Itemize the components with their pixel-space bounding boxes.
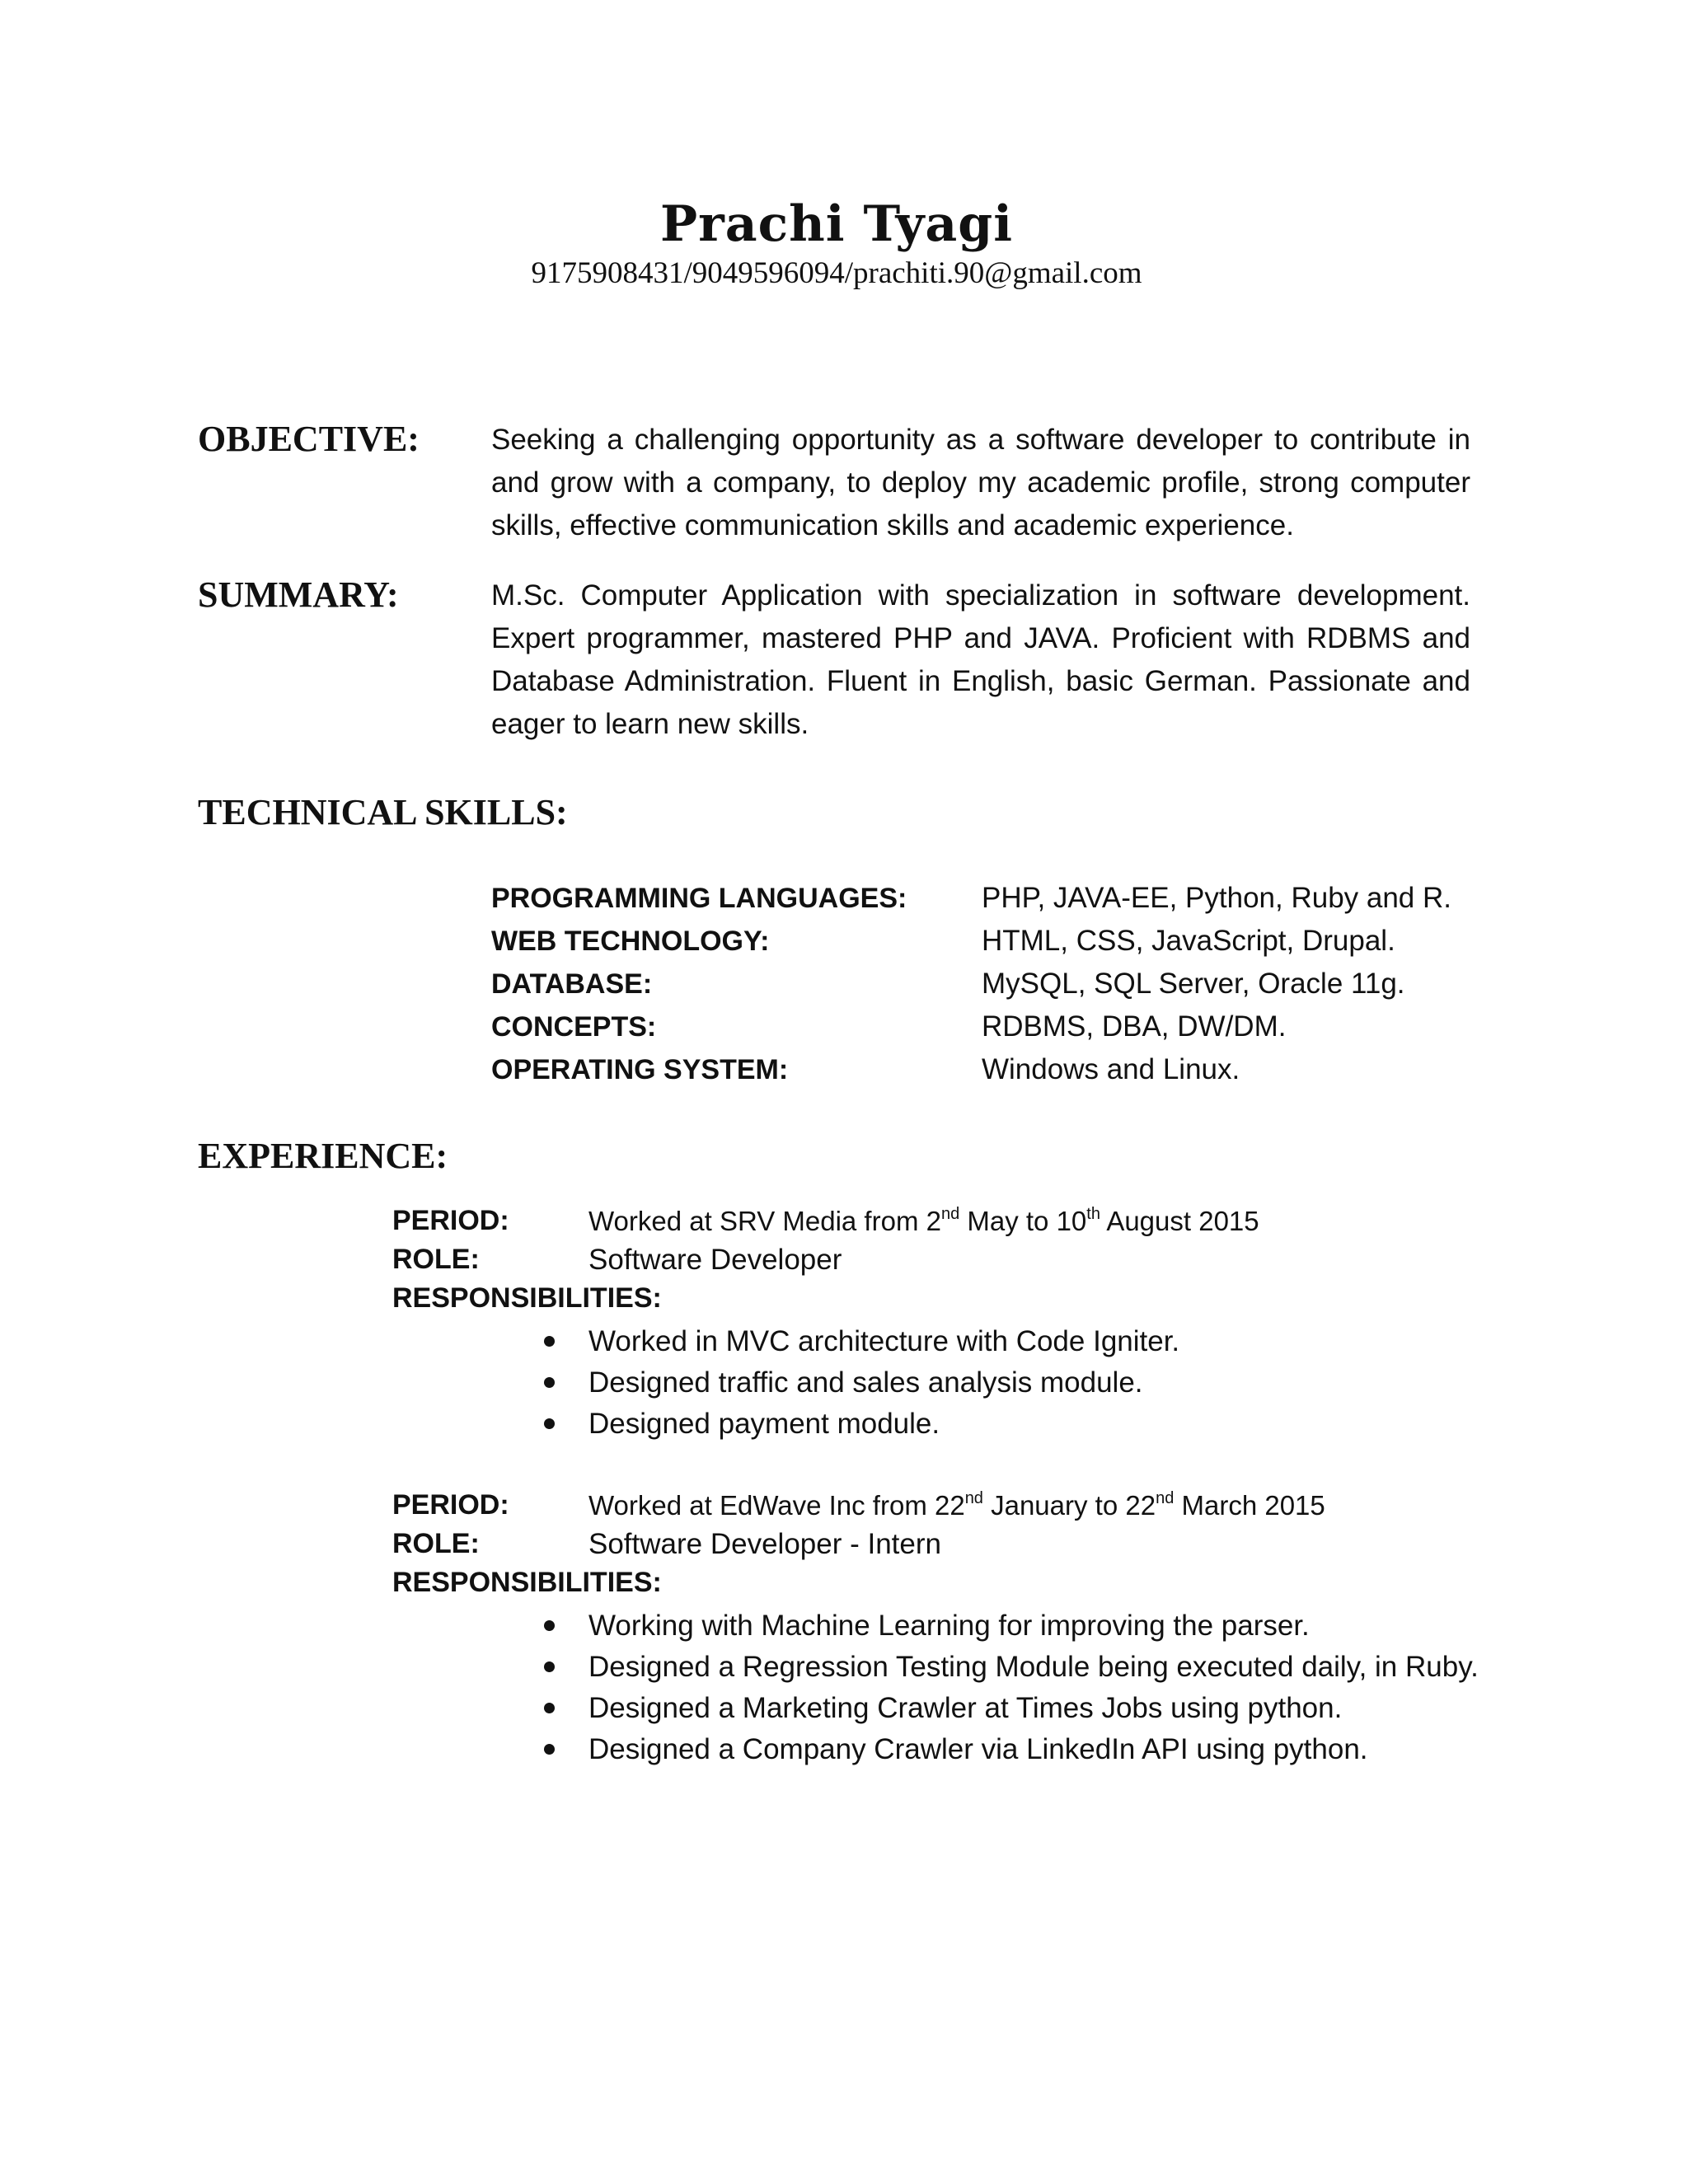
contact-info: 9175908431/9049596094/prachiti.90@gmail.com — [531, 256, 1142, 290]
list-item: Designed a Marketing Crawler at Times Jobs using python. — [392, 1688, 1495, 1729]
list-item: Designed payment module. — [392, 1404, 1495, 1445]
responsibilities-label: RESPONSIBILITIES: — [392, 1282, 662, 1314]
bullet-icon — [544, 1744, 555, 1755]
role-value: Software Developer - Intern — [588, 1528, 941, 1560]
period-value: Worked at SRV Media from 2nd May to 10th August 2015 — [588, 1205, 1259, 1236]
skill-label: OPERATING SYSTEM: — [491, 1054, 789, 1085]
skill-label: DATABASE: — [491, 968, 653, 1000]
list-item: Designed a Regression Testing Module being executed daily, in Ruby. — [392, 1647, 1495, 1688]
role-value: Software Developer — [588, 1244, 842, 1276]
bullet-icon — [544, 1418, 555, 1429]
list-item: Designed traffic and sales analysis module. — [392, 1362, 1495, 1404]
period-label: PERIOD: — [392, 1489, 509, 1521]
skill-label: CONCEPTS: — [491, 1011, 657, 1043]
period-row — [392, 1486, 1505, 1525]
skill-label: PROGRAMMING LANGUAGES: — [491, 883, 907, 914]
skill-value: MySQL, SQL Server, Oracle 11g. — [982, 968, 1405, 1000]
list-item: Working with Machine Learning for improving the parser. — [392, 1605, 1495, 1647]
job-entry-2 — [392, 1486, 1505, 1770]
skill-value: RDBMS, DBA, DW/DM. — [982, 1010, 1287, 1043]
responsibilities-list — [392, 1321, 1505, 1445]
bullet-icon — [544, 1377, 555, 1388]
objective-heading: OBJECTIVE: — [198, 419, 420, 459]
role-label: ROLE: — [392, 1528, 480, 1559]
bullet-icon — [544, 1703, 555, 1713]
role-row — [392, 1525, 1505, 1563]
period-row — [392, 1202, 1505, 1240]
responsibilities-label: RESPONSIBILITIES: — [392, 1567, 662, 1598]
period-value: Worked at EdWave Inc from 22nd January to 22nd March 2015 — [588, 1489, 1325, 1521]
job-entry-1 — [392, 1202, 1505, 1445]
objective-text: Seeking a challenging opportunity as a software developer to contribute in and grow with a company, to deploy my academic profile, strong computer skills, effective communication skills and academic experience. — [491, 424, 1470, 541]
responsibilities-row — [392, 1279, 1505, 1318]
candidate-name: Prachi Tyagi — [660, 195, 1013, 253]
bullet-icon — [544, 1661, 555, 1672]
role-row — [392, 1240, 1505, 1279]
responsibilities-list — [392, 1605, 1505, 1770]
role-label: ROLE: — [392, 1244, 480, 1275]
bullet-icon — [544, 1620, 555, 1631]
summary-text: M.Sc. Computer Application with specialization in software development. Expert programmer, mastered PHP and JAVA. Proficient with RDBMS and Database Administration. Fluent in English, basic German. Passionate and eager to learn new skills. — [491, 579, 1470, 740]
list-item: Designed a Company Crawler via LinkedIn API using python. — [392, 1729, 1495, 1770]
experience-heading: EXPERIENCE: — [198, 1136, 448, 1176]
list-item: Worked in MVC architecture with Code Igniter. — [392, 1321, 1495, 1362]
responsibilities-row — [392, 1563, 1505, 1602]
bullet-icon — [544, 1336, 555, 1347]
skill-value: HTML, CSS, JavaScript, Drupal. — [982, 925, 1395, 957]
skill-label: WEB TECHNOLOGY: — [491, 926, 770, 957]
summary-heading: SUMMARY: — [198, 574, 399, 615]
skill-value: Windows and Linux. — [982, 1053, 1240, 1085]
period-label: PERIOD: — [392, 1205, 509, 1236]
technical-skills-heading: TECHNICAL SKILLS: — [198, 792, 568, 832]
skill-value: PHP, JAVA-EE, Python, Ruby and R. — [982, 882, 1451, 914]
